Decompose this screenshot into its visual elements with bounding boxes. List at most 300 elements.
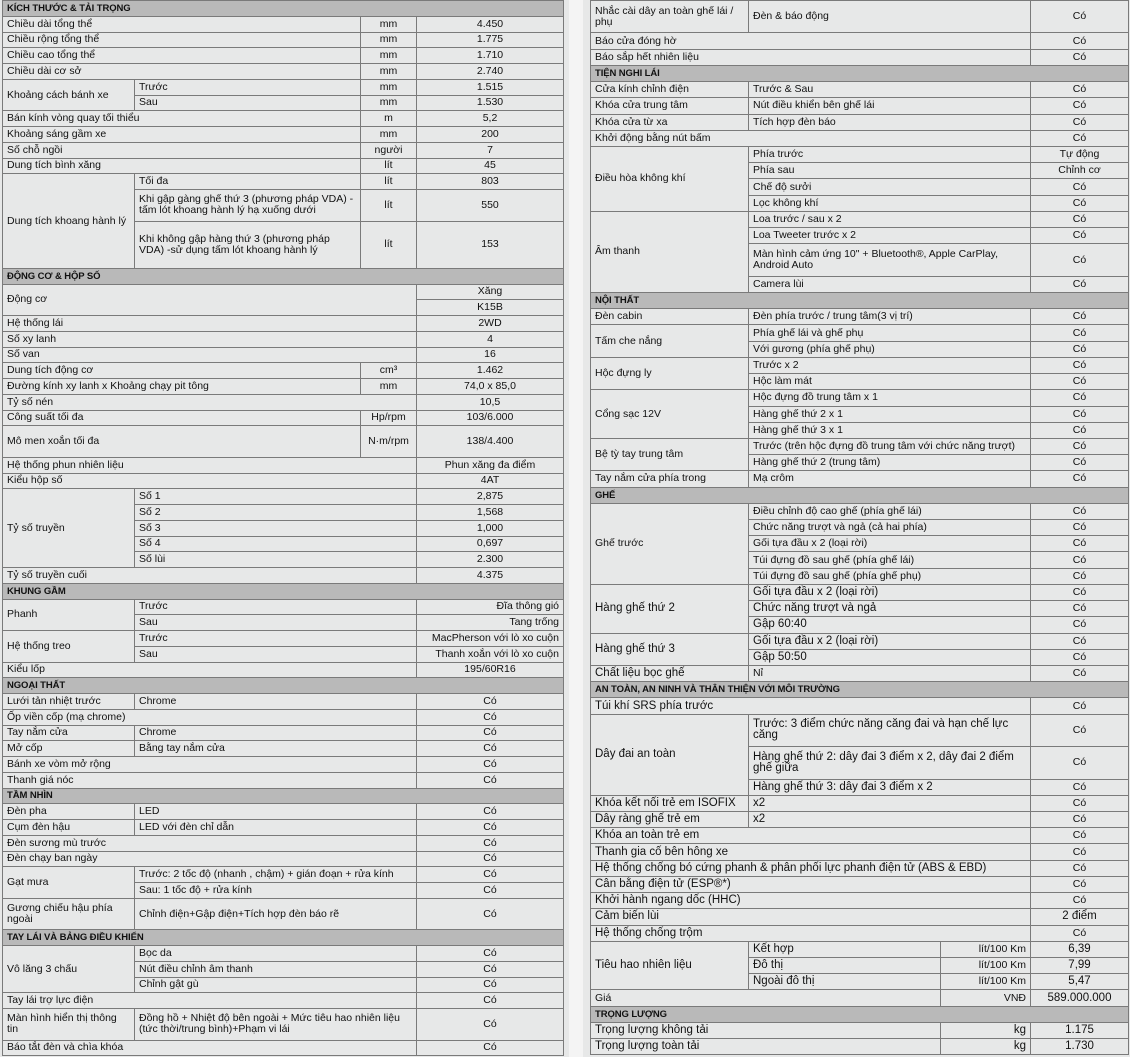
spec-cell: Gối tựa đầu x 2 (loại rời) [749, 536, 1031, 552]
spec-cell: Dây ràng ghế trẻ em [591, 812, 749, 828]
spec-cell: Camera lùi [749, 276, 1031, 292]
spec-cell: Động cơ [3, 284, 417, 316]
spec-cell: mm [361, 95, 417, 111]
spec-cell: Tấm che nắng [591, 325, 749, 357]
spec-row [3, 142, 564, 158]
spec-cell: Chất liệu bọc ghế [591, 666, 749, 682]
spec-cell: 1.462 [417, 363, 564, 379]
section-title: KHUNG GẦM [3, 583, 564, 599]
spec-row [591, 33, 1129, 49]
spec-row [591, 471, 1129, 487]
spec-cell: Màn hình cảm ứng 10" + Bluetooth®, Apple CarPlay, Android Auto [749, 244, 1031, 276]
spec-cell: Chức năng trượt và ngả (cả hai phía) [749, 520, 1031, 536]
spec-cell: Điều hòa không khí [591, 146, 749, 211]
spec-cell: 16 [417, 347, 564, 363]
spec-cell: Cửa kính chỉnh điện [591, 82, 749, 98]
spec-cell: mm [361, 79, 417, 95]
spec-cell: Tỷ số nén [3, 394, 417, 410]
spec-cell: Đĩa thông gió [417, 599, 564, 615]
spec-row [591, 114, 1129, 130]
spec-cell: Hàng ghế thứ 3 [591, 633, 749, 665]
spec-cell: Có [1031, 390, 1129, 406]
spec-cell: Cụm đèn hậu [3, 820, 135, 836]
spec-cell: Có [1031, 49, 1129, 65]
spec-row [3, 820, 564, 836]
spec-row [3, 111, 564, 127]
spec-cell: 1,000 [417, 520, 564, 536]
spec-cell: Số xy lanh [3, 331, 417, 347]
section-header-row [3, 268, 564, 284]
spec-cell: Mạ crôm [749, 471, 1031, 487]
spec-cell: Có [1031, 357, 1129, 373]
spec-row [3, 804, 564, 820]
right-spec-column [590, 0, 1128, 1055]
spec-cell: Nút điều khiển bên ghế lái [749, 98, 1031, 114]
spec-cell: Đèn pha [3, 804, 135, 820]
spec-cell: Tích hợp đèn báo [749, 114, 1031, 130]
spec-cell: 200 [417, 127, 564, 143]
spec-cell: 1,568 [417, 505, 564, 521]
spec-cell: Có [1031, 422, 1129, 438]
spec-cell: Trước [135, 599, 417, 615]
spec-cell: Có [417, 851, 564, 867]
spec-cell: 550 [417, 190, 564, 222]
spec-cell: lít [361, 190, 417, 222]
spec-row [3, 127, 564, 143]
spec-cell: Phanh [3, 599, 135, 631]
spec-row [3, 489, 564, 505]
spec-row [3, 741, 564, 757]
spec-cell: Có [1031, 747, 1129, 779]
section-title: GHẾ [591, 487, 1129, 503]
spec-row [591, 941, 1129, 957]
spec-cell: Sau [135, 646, 417, 662]
spec-row [3, 64, 564, 80]
spec-cell: Có [417, 741, 564, 757]
spec-cell: 7,99 [1031, 957, 1129, 973]
spec-cell: 74,0 x 85,0 [417, 379, 564, 395]
spec-cell: 2.740 [417, 64, 564, 80]
spec-cell: Có [417, 835, 564, 851]
spec-cell: Chỉnh điện+Gập điện+Tích hợp đèn báo rẽ [135, 898, 417, 930]
spec-cell: Phun xăng đa điểm [417, 457, 564, 473]
spec-cell: kg [941, 1039, 1031, 1055]
spec-cell: 7 [417, 142, 564, 158]
spec-cell: Có [417, 1040, 564, 1056]
spec-row [3, 568, 564, 584]
spec-cell: Trước [135, 631, 417, 647]
spec-cell: N·m/rpm [361, 426, 417, 458]
section-header-row [591, 1006, 1129, 1022]
spec-cell: mm [361, 379, 417, 395]
spec-cell: x2 [749, 795, 1031, 811]
spec-cell: Chrome [135, 694, 417, 710]
spec-cell: Số lùi [135, 552, 417, 568]
spec-cell: Có [1031, 568, 1129, 584]
spec-cell: mm [361, 32, 417, 48]
spec-cell: 103/6.000 [417, 410, 564, 426]
spec-cell: Gập 60:40 [749, 617, 1031, 633]
spec-cell: Âm thanh [591, 211, 749, 292]
spec-cell: mm [361, 64, 417, 80]
spec-cell: mm [361, 127, 417, 143]
spec-cell: Kiểu lốp [3, 662, 417, 678]
section-title: TIỆN NGHI LÁI [591, 65, 1129, 81]
section-title: TAY LÁI VÀ BẢNG ĐIỀU KHIỂN [3, 930, 564, 946]
spec-row [591, 990, 1129, 1006]
spec-cell: Đèn cabin [591, 309, 749, 325]
spec-cell: Có [417, 898, 564, 930]
spec-cell: 2WD [417, 316, 564, 332]
spec-cell: Đô thị [749, 957, 941, 973]
spec-cell: Báo tắt đèn và chìa khóa [3, 1040, 417, 1056]
spec-cell: Có [1031, 503, 1129, 519]
spec-cell: VNĐ [941, 990, 1031, 1006]
spec-cell: Bán kính vòng quay tối thiểu [3, 111, 361, 127]
spec-cell: K15B [417, 300, 564, 316]
spec-cell: Khởi động bằng nút bấm [591, 130, 1031, 146]
spec-cell: Có [1031, 893, 1129, 909]
spec-cell: Có [1031, 406, 1129, 422]
spec-row [591, 309, 1129, 325]
spec-cell: Hàng ghế thứ 3 x 1 [749, 422, 1031, 438]
spec-row [3, 835, 564, 851]
spec-row [591, 698, 1129, 714]
spec-cell: Phía sau [749, 163, 1031, 179]
spec-cell: Có [1031, 536, 1129, 552]
spec-row [3, 410, 564, 426]
spec-row [3, 851, 564, 867]
left-spec-column [2, 0, 563, 1056]
spec-cell: Bọc da [135, 946, 417, 962]
spec-cell: Gương chiếu hậu phía ngoài [3, 898, 135, 930]
spec-row [3, 347, 564, 363]
spec-cell: 5,2 [417, 111, 564, 127]
spec-cell: Khóa cửa từ xa [591, 114, 749, 130]
spec-row [591, 812, 1129, 828]
spec-cell: 4AT [417, 473, 564, 489]
spec-cell: Chỉnh gật gù [135, 977, 417, 993]
spec-row [591, 666, 1129, 682]
spec-cell: Kết hợp [749, 941, 941, 957]
spec-cell: Lọc không khí [749, 195, 1031, 211]
spec-cell: Cân bằng điện tử (ESP®*) [591, 876, 1031, 892]
spec-cell: 10,5 [417, 394, 564, 410]
spec-cell: Ốp viền cốp (mạ chrome) [3, 709, 417, 725]
spec-cell: mm [361, 16, 417, 32]
spec-row [3, 48, 564, 64]
spec-cell: lít [361, 158, 417, 174]
section-header-row [3, 583, 564, 599]
spec-cell: Túi khí SRS phía trước [591, 698, 1031, 714]
spec-cell: LED với đèn chỉ dẫn [135, 820, 417, 836]
spec-cell: Gạt mưa [3, 867, 135, 899]
spec-cell: Thanh giá nóc [3, 772, 417, 788]
spec-cell: Sau [135, 615, 417, 631]
spec-cell: Khởi hành ngang dốc (HHC) [591, 893, 1031, 909]
spec-row [591, 860, 1129, 876]
spec-row [3, 457, 564, 473]
section-header-row [591, 487, 1129, 503]
spec-row [3, 32, 564, 48]
spec-cell: Thanh gia cố bên hông xe [591, 844, 1031, 860]
spec-cell: Thanh xoắn với lò xo cuộn [417, 646, 564, 662]
spec-cell: Có [1031, 828, 1129, 844]
spec-cell: Điều chỉnh độ cao ghế (phía ghế lái) [749, 503, 1031, 519]
spec-cell: 2 điểm [1031, 909, 1129, 925]
spec-row [3, 158, 564, 174]
section-title: AN TOÀN, AN NINH VÀ THÂN THIỆN VỚI MÔI TRƯỜNG [591, 682, 1129, 698]
spec-cell: 1.175 [1031, 1022, 1129, 1038]
spec-cell: Lưới tản nhiệt trước [3, 694, 135, 710]
spec-cell: Xăng [417, 284, 564, 300]
spec-cell: Có [1031, 1, 1129, 33]
spec-cell: Đồng hồ + Nhiệt độ bên ngoài + Mức tiêu hao nhiên liệu (tức thời/trung bình)+Phạm vi lái [135, 1009, 417, 1041]
spec-row [3, 79, 564, 95]
spec-cell: Có [1031, 455, 1129, 471]
spec-row [3, 772, 564, 788]
spec-cell: lít/100 Km [941, 974, 1031, 990]
spec-cell: Loa Tweeter trước x 2 [749, 228, 1031, 244]
spec-cell: Hộc làm mát [749, 374, 1031, 390]
spec-row [3, 284, 564, 300]
spec-cell: Hệ thống lái [3, 316, 417, 332]
spec-cell: Chiều dài tổng thể [3, 16, 361, 32]
spec-cell: Phía ghế lái và ghế phụ [749, 325, 1031, 341]
spec-cell: Tay nắm cửa phía trong [591, 471, 749, 487]
spec-cell: Phía trước [749, 146, 1031, 162]
spec-cell: Chiều rộng tổng thể [3, 32, 361, 48]
spec-cell: Tỷ số truyền cuối [3, 568, 417, 584]
spec-cell: Chỉnh cơ [1031, 163, 1129, 179]
spec-cell: 138/4.400 [417, 426, 564, 458]
spec-cell: 45 [417, 158, 564, 174]
spec-cell: Số 3 [135, 520, 417, 536]
spec-row [3, 993, 564, 1009]
spec-cell: Khoảng cách bánh xe [3, 79, 135, 111]
spec-cell: Sau [135, 95, 361, 111]
spec-cell: Số 4 [135, 536, 417, 552]
spec-cell: Có [1031, 617, 1129, 633]
spec-cell: Tang trống [417, 615, 564, 631]
spec-cell: Chế độ sưởi [749, 179, 1031, 195]
spec-row [3, 867, 564, 883]
spec-row [3, 662, 564, 678]
spec-cell: Hệ thống treo [3, 631, 135, 663]
spec-cell: Cổng sạc 12V [591, 390, 749, 439]
spec-cell: 195/60R16 [417, 662, 564, 678]
spec-cell: Có [417, 757, 564, 773]
spec-cell: 2.300 [417, 552, 564, 568]
spec-cell: 4.450 [417, 16, 564, 32]
section-header-row [591, 292, 1129, 308]
section-header-row [3, 1, 564, 17]
spec-cell: 0,697 [417, 536, 564, 552]
spec-row [591, 828, 1129, 844]
spec-row [591, 130, 1129, 146]
spec-cell: Trước (trên hộc đựng đồ trung tâm với chức năng trượt) [749, 438, 1031, 454]
spec-cell: Mô men xoắn tối đa [3, 426, 361, 458]
spec-cell: Có [1031, 244, 1129, 276]
spec-cell: Bệ tỳ tay trung tâm [591, 438, 749, 470]
spec-row [591, 584, 1129, 600]
spec-cell: cm³ [361, 363, 417, 379]
spec-cell: Vô lăng 3 chấu [3, 946, 135, 993]
spec-cell: Hp/rpm [361, 410, 417, 426]
spec-cell: Có [1031, 195, 1129, 211]
spec-row [591, 714, 1129, 746]
spec-row [591, 390, 1129, 406]
spec-cell: Có [417, 820, 564, 836]
spec-cell: LED [135, 804, 417, 820]
spec-cell: 4 [417, 331, 564, 347]
section-title: KÍCH THƯỚC & TẢI TRỌNG [3, 1, 564, 17]
spec-cell: Túi đựng đồ sau ghế (phía ghế phụ) [749, 568, 1031, 584]
spec-row [591, 1022, 1129, 1038]
spec-cell: Hộc đựng ly [591, 357, 749, 389]
spec-cell: Có [417, 946, 564, 962]
spec-cell: Có [1031, 130, 1129, 146]
spec-cell: Có [1031, 584, 1129, 600]
section-title: TRỌNG LƯỢNG [591, 1006, 1129, 1022]
spec-cell: Có [1031, 211, 1129, 227]
spec-cell: Tỷ số truyền [3, 489, 135, 568]
column-separator [569, 0, 583, 1057]
spec-row [3, 725, 564, 741]
spec-cell: Đèn chạy ban ngày [3, 851, 417, 867]
spec-cell: Hệ thống chống trộm [591, 925, 1031, 941]
spec-cell: 2,875 [417, 489, 564, 505]
spec-row [3, 898, 564, 930]
spec-cell: Có [417, 977, 564, 993]
spec-cell: Bánh xe vòm mở rộng [3, 757, 417, 773]
spec-row [3, 363, 564, 379]
spec-cell: Dây đai an toàn [591, 714, 749, 795]
spec-row [3, 394, 564, 410]
spec-cell: Cảm biến lùi [591, 909, 1031, 925]
spec-cell: Ghế trước [591, 503, 749, 584]
spec-cell: Hàng ghế thứ 2 x 1 [749, 406, 1031, 422]
spec-row [3, 599, 564, 615]
spec-cell: Bằng tay nắm cửa [135, 741, 417, 757]
spec-cell: Có [1031, 649, 1129, 665]
spec-cell: Khóa cửa trung tâm [591, 98, 749, 114]
spec-cell: Có [1031, 33, 1129, 49]
spec-cell: 1.515 [417, 79, 564, 95]
spec-cell: Hàng ghế thứ 3: dây đai 3 điểm x 2 [749, 779, 1031, 795]
spec-cell: Có [1031, 179, 1129, 195]
spec-cell: Hàng ghế thứ 2 (trung tâm) [749, 455, 1031, 471]
spec-cell: Túi đựng đồ sau ghế (phía ghế lái) [749, 552, 1031, 568]
spec-cell: Giá [591, 990, 941, 1006]
spec-cell: Trọng lượng không tải [591, 1022, 941, 1038]
spec-cell: Có [1031, 633, 1129, 649]
spec-row [591, 49, 1129, 65]
right-spec-table [590, 0, 1129, 1055]
section-header-row [3, 678, 564, 694]
spec-row [3, 631, 564, 647]
spec-cell: Chrome [135, 725, 417, 741]
section-header-row [591, 65, 1129, 81]
spec-cell: Có [1031, 860, 1129, 876]
spec-cell: Có [1031, 844, 1129, 860]
spec-cell: 5,47 [1031, 974, 1129, 990]
spec-cell: Có [1031, 276, 1129, 292]
spec-cell: Có [417, 961, 564, 977]
section-title: TẦM NHÌN [3, 788, 564, 804]
spec-cell: Có [1031, 714, 1129, 746]
spec-cell: Khoảng sáng gầm xe [3, 127, 361, 143]
spec-cell: Khi gập gàng ghế thứ 3 (phương pháp VDA) -tấm lót khoang hành lý hạ xuống dưới [135, 190, 361, 222]
spec-cell: Công suất tối đa [3, 410, 361, 426]
spec-row [591, 98, 1129, 114]
spec-cell: Chức năng trượt và ngả [749, 601, 1031, 617]
spec-cell: Nỉ [749, 666, 1031, 682]
spec-cell: Hàng ghế thứ 2 [591, 584, 749, 633]
spec-cell: Khóa kết nối trẻ em ISOFIX [591, 795, 749, 811]
spec-cell: Có [1031, 552, 1129, 568]
spec-cell: Tay lái trợ lực điện [3, 993, 417, 1009]
spec-cell: người [361, 142, 417, 158]
spec-cell: Số van [3, 347, 417, 363]
spec-cell: Có [1031, 374, 1129, 390]
spec-cell: Gối tựa đầu x 2 (loại rời) [749, 633, 1031, 649]
spec-cell: Tự động [1031, 146, 1129, 162]
spec-cell: Tay nắm cửa [3, 725, 135, 741]
spec-row [3, 331, 564, 347]
spec-cell: Hệ thống phun nhiên liệu [3, 457, 417, 473]
spec-row [591, 893, 1129, 909]
spec-cell: Có [1031, 228, 1129, 244]
spec-cell: Có [1031, 82, 1129, 98]
spec-row [591, 1039, 1129, 1055]
spec-cell: x2 [749, 812, 1031, 828]
spec-cell: Có [1031, 812, 1129, 828]
spec-cell: Có [1031, 698, 1129, 714]
spec-cell: Tiêu hao nhiên liệu [591, 941, 749, 990]
spec-row [3, 1009, 564, 1041]
spec-cell: Hệ thống chống bó cứng phanh & phân phối lực phanh điện tử (ABS & EBD) [591, 860, 1031, 876]
spec-row [3, 316, 564, 332]
spec-cell: Mở cốp [3, 741, 135, 757]
spec-cell: Dung tích bình xăng [3, 158, 361, 174]
spec-cell: Chiều cao tổng thể [3, 48, 361, 64]
spec-cell: Khóa an toàn trẻ em [591, 828, 1031, 844]
spec-row [3, 1040, 564, 1056]
spec-row [3, 709, 564, 725]
section-header-row [591, 682, 1129, 698]
spec-cell: Có [417, 883, 564, 899]
spec-row [591, 925, 1129, 941]
spec-cell: Có [1031, 325, 1129, 341]
spec-row [591, 325, 1129, 341]
spec-cell: Hộc đựng đồ trung tâm x 1 [749, 390, 1031, 406]
spec-cell: 1.530 [417, 95, 564, 111]
spec-cell: Ngoài đô thị [749, 974, 941, 990]
spec-cell: Gối tựa đầu x 2 (loại rời) [749, 584, 1031, 600]
spec-cell: Có [1031, 438, 1129, 454]
spec-cell: Có [417, 1009, 564, 1041]
spec-cell: Nút điều chỉnh âm thanh [135, 961, 417, 977]
spec-row [3, 694, 564, 710]
spec-cell: Chiều dài cơ sở [3, 64, 361, 80]
section-title: ĐỘNG CƠ & HỘP SỐ [3, 268, 564, 284]
spec-cell: Đèn & báo động [749, 1, 1031, 33]
spec-row [591, 795, 1129, 811]
spec-cell: Trước [135, 79, 361, 95]
spec-row [591, 633, 1129, 649]
spec-cell: Có [1031, 471, 1129, 487]
